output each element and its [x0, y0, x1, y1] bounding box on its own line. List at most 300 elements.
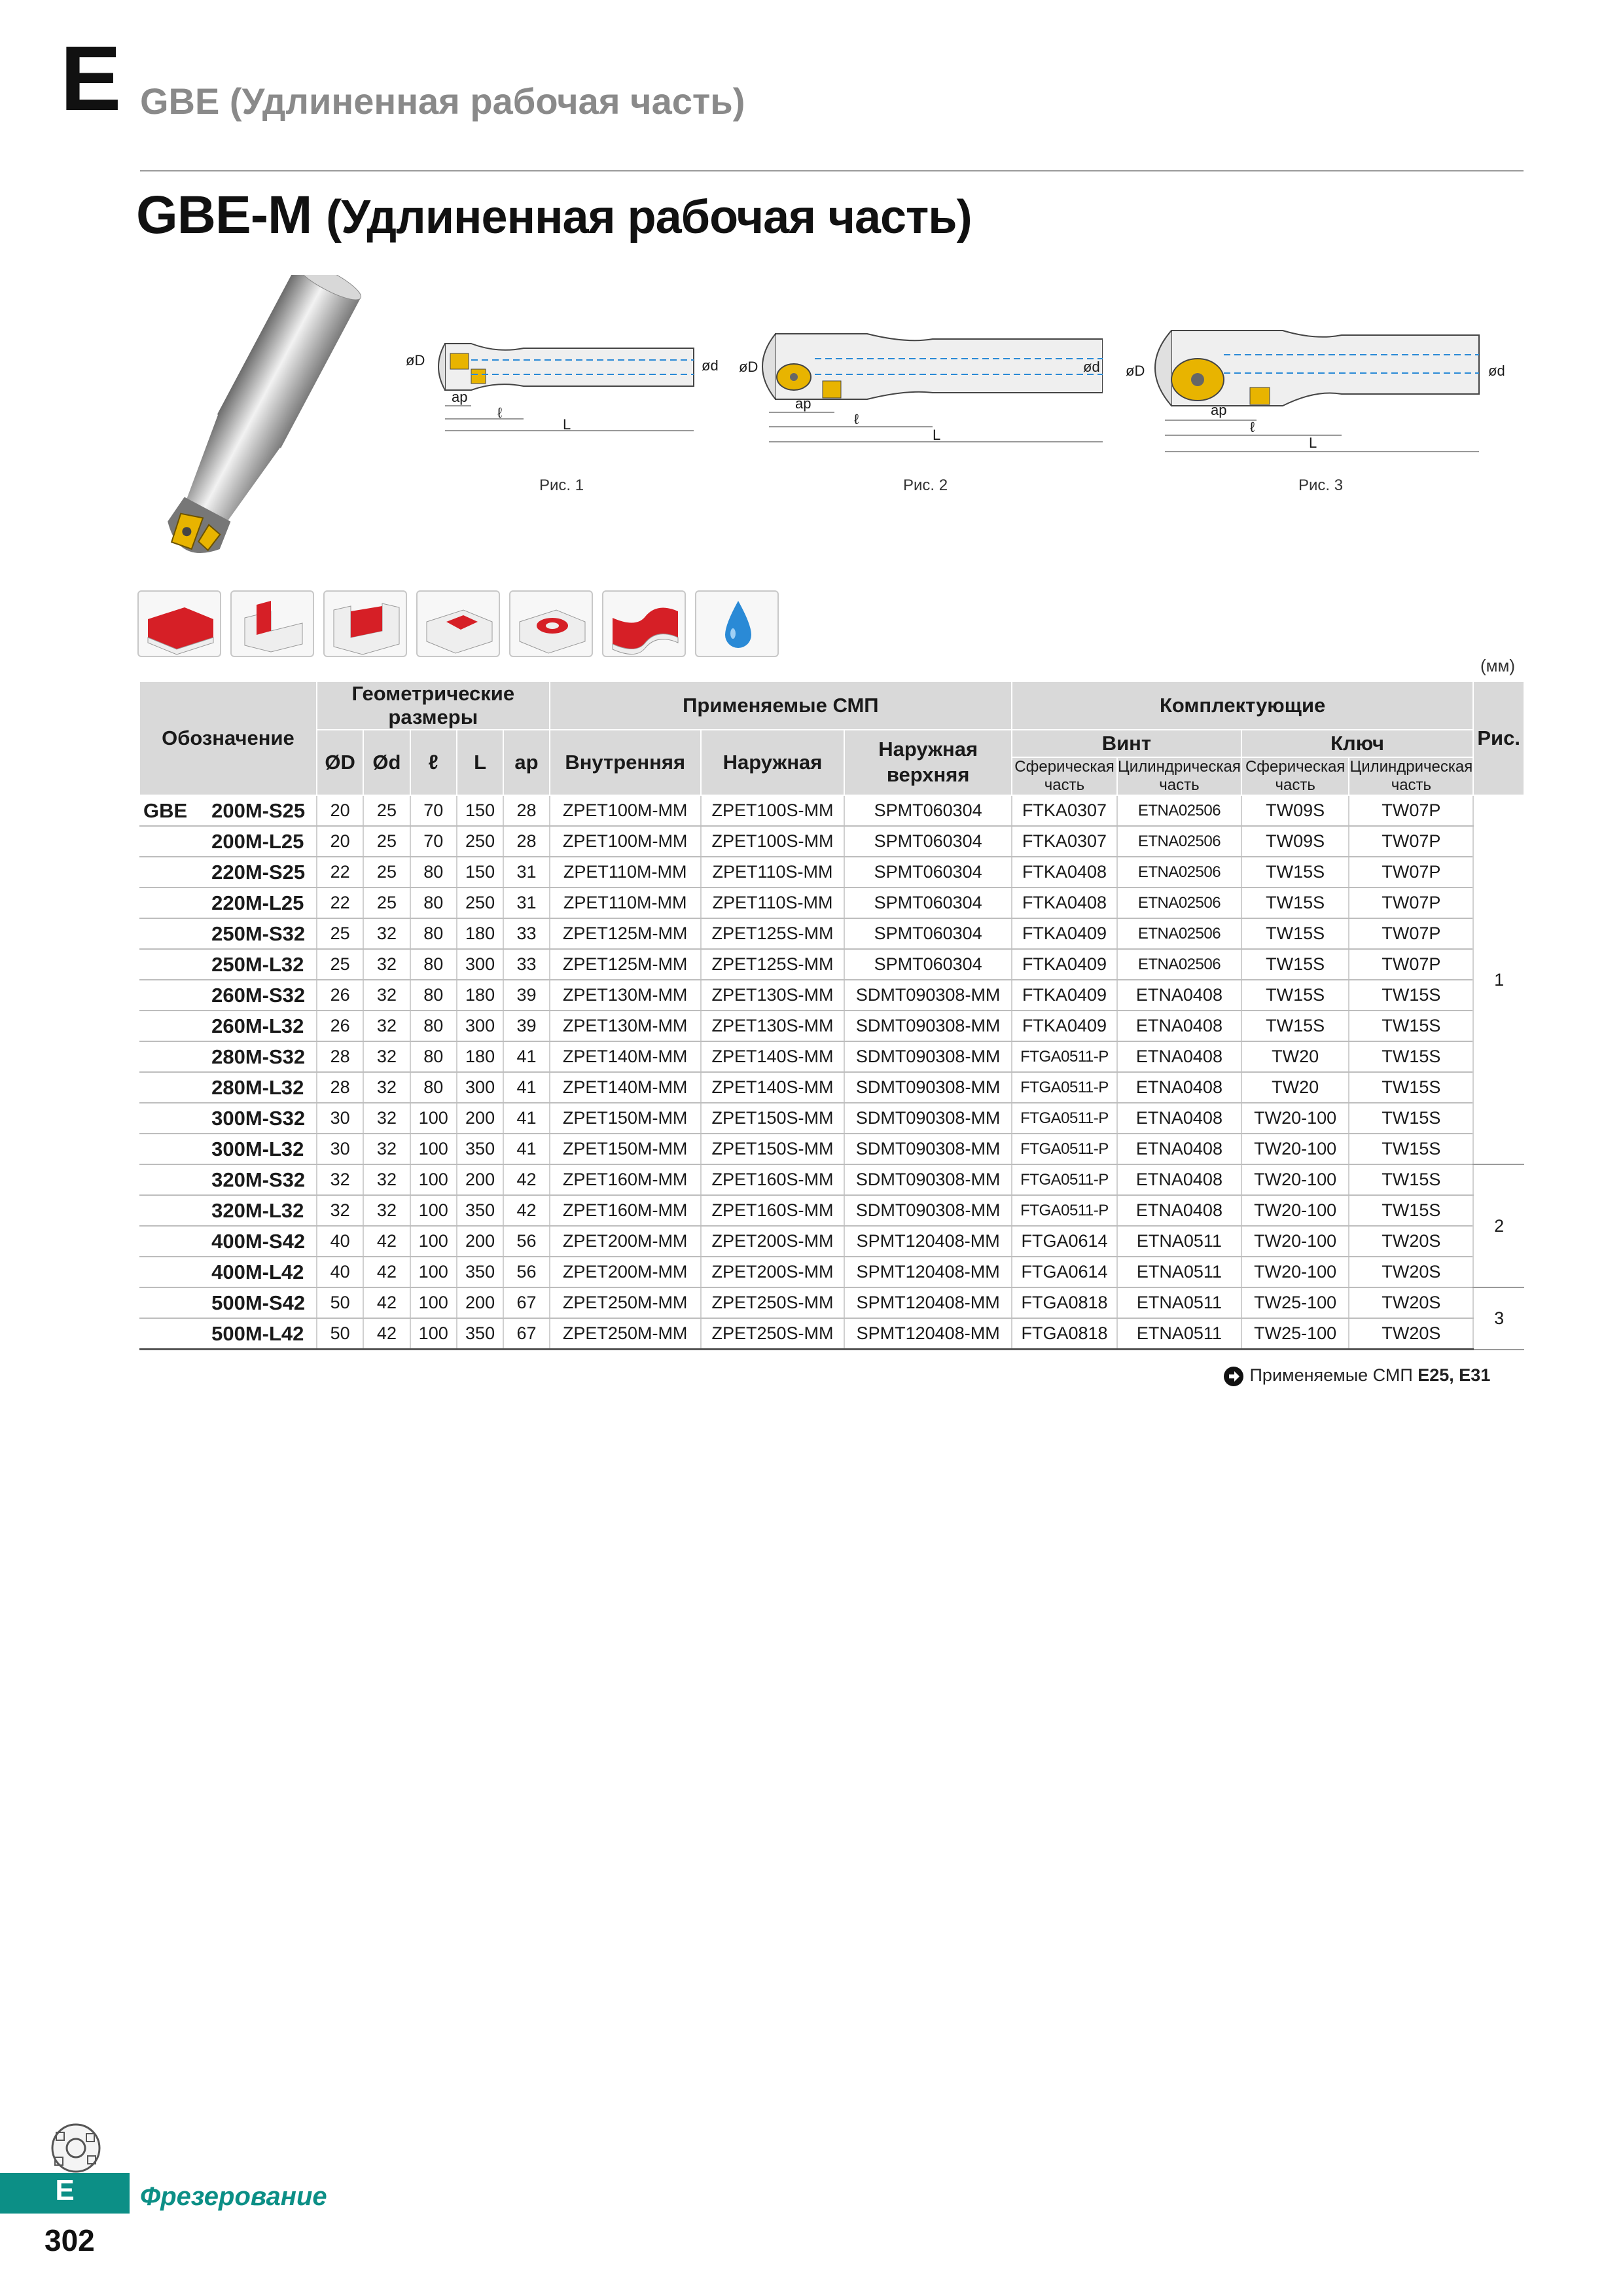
cell-inner: ZPET250M-MM: [550, 1318, 701, 1350]
cell-l: 100: [410, 1257, 457, 1287]
cell-d: 42: [363, 1226, 410, 1257]
cell-key-cyl: TW20S: [1349, 1287, 1473, 1318]
cell-outer: ZPET150S-MM: [701, 1134, 845, 1164]
cell-ap: 39: [503, 980, 550, 1011]
pocket-milling-icon: [323, 590, 407, 657]
cell-key-sph: TW15S: [1241, 918, 1349, 949]
designation-prefix: [139, 1041, 206, 1072]
cell-ap: 42: [503, 1195, 550, 1226]
title-code: GBE-M: [136, 185, 312, 245]
cell-key-sph: TW20-100: [1241, 1257, 1349, 1287]
col-accessories: Комплектующие: [1012, 681, 1473, 730]
cell-ap: 28: [503, 826, 550, 857]
cell-outer: ZPET125S-MM: [701, 918, 845, 949]
cell-ap: 42: [503, 1164, 550, 1195]
designation-code: 250M-S32: [206, 918, 317, 949]
cell-L: 200: [457, 1103, 503, 1134]
cell-outer-top: SPMT120408-MM: [844, 1257, 1012, 1287]
col-screw-spherical: Сферическая часть: [1012, 757, 1117, 795]
cell-ap: 41: [503, 1072, 550, 1103]
col-key-spherical: Сферическая часть: [1241, 757, 1349, 795]
cell-inner: ZPET125M-MM: [550, 949, 701, 980]
cell-outer: ZPET250S-MM: [701, 1318, 845, 1350]
cell-screw-cyl: ETNA0511: [1117, 1226, 1241, 1257]
cell-D: 26: [317, 1011, 364, 1041]
designation-code: 400M-S42: [206, 1226, 317, 1257]
cell-key-sph: TW20-100: [1241, 1134, 1349, 1164]
col-d: Ød: [363, 730, 410, 795]
cell-D: 20: [317, 826, 364, 857]
cell-outer-top: SPMT060304: [844, 795, 1012, 826]
unit-label: (мм): [1480, 656, 1516, 675]
cell-key-cyl: TW15S: [1349, 1041, 1473, 1072]
cell-inner: ZPET150M-MM: [550, 1103, 701, 1134]
cell-ap: 41: [503, 1134, 550, 1164]
cell-outer-top: SPMT120408-MM: [844, 1318, 1012, 1350]
cell-key-sph: TW20-100: [1241, 1195, 1349, 1226]
designation-prefix: [139, 980, 206, 1011]
cell-screw-cyl: ETNA0511: [1117, 1257, 1241, 1287]
cell-ap: 67: [503, 1287, 550, 1318]
cell-L: 180: [457, 980, 503, 1011]
designation-code: 320M-L32: [206, 1195, 317, 1226]
designation-code: 200M-L25: [206, 826, 317, 857]
cell-screw-cyl: ETNA02506: [1117, 918, 1241, 949]
cell-l: 80: [410, 857, 457, 888]
cell-L: 350: [457, 1257, 503, 1287]
cell-outer: ZPET160S-MM: [701, 1164, 845, 1195]
table-row: [139, 1041, 1524, 1072]
cell-key-sph: TW09S: [1241, 795, 1349, 826]
designation-code: 500M-S42: [206, 1287, 317, 1318]
cell-screw-sph: FTGA0511-P: [1012, 1134, 1117, 1164]
cell-screw-sph: FTGA0511-P: [1012, 1195, 1117, 1226]
table-row: [139, 1072, 1524, 1103]
table-row: [139, 1164, 1524, 1195]
cell-key-cyl: TW20S: [1349, 1226, 1473, 1257]
cell-L: 300: [457, 949, 503, 980]
cell-screw-cyl: ETNA02506: [1117, 826, 1241, 857]
cell-inner: ZPET130M-MM: [550, 1011, 701, 1041]
cell-figure-number: 2: [1473, 1164, 1524, 1287]
cell-d: 32: [363, 1011, 410, 1041]
cell-screw-cyl: ETNA0408: [1117, 1195, 1241, 1226]
cell-L: 350: [457, 1318, 503, 1350]
cell-figure-number: 3: [1473, 1287, 1524, 1350]
cell-key-cyl: TW15S: [1349, 1072, 1473, 1103]
cell-outer-top: SDMT090308-MM: [844, 1164, 1012, 1195]
cell-ap: 33: [503, 949, 550, 980]
cell-L: 250: [457, 826, 503, 857]
cell-l: 100: [410, 1103, 457, 1134]
table-row: [139, 1011, 1524, 1041]
cell-inner: ZPET130M-MM: [550, 980, 701, 1011]
table-row: [139, 795, 1524, 826]
cell-key-sph: TW15S: [1241, 1011, 1349, 1041]
cell-screw-cyl: ETNA02506: [1117, 795, 1241, 826]
table-row: [139, 918, 1524, 949]
table-row: [139, 1287, 1524, 1318]
designation-prefix: [139, 1318, 206, 1350]
cell-key-cyl: TW15S: [1349, 1164, 1473, 1195]
cell-outer-top: SDMT090308-MM: [844, 1195, 1012, 1226]
designation-prefix: [139, 1072, 206, 1103]
designation-code: 500M-L42: [206, 1318, 317, 1350]
cell-D: 50: [317, 1287, 364, 1318]
table-row: [139, 1134, 1524, 1164]
cell-screw-cyl: ETNA0408: [1117, 1164, 1241, 1195]
cell-d: 32: [363, 1134, 410, 1164]
designation-prefix: [139, 1257, 206, 1287]
cell-D: 32: [317, 1195, 364, 1226]
cell-L: 300: [457, 1072, 503, 1103]
dim-D-label: øD: [739, 359, 758, 375]
footer-category: Фрезерование: [140, 2182, 327, 2211]
cell-l: 100: [410, 1164, 457, 1195]
cell-screw-sph: FTGA0818: [1012, 1318, 1117, 1350]
cell-screw-sph: FTKA0408: [1012, 888, 1117, 918]
shoulder-milling-icon: [137, 590, 221, 657]
col-outer-top: Наружная верхняя: [844, 730, 1012, 795]
cell-inner: ZPET250M-MM: [550, 1287, 701, 1318]
cell-screw-sph: FTKA0307: [1012, 795, 1117, 826]
cell-D: 28: [317, 1072, 364, 1103]
cell-screw-sph: FTKA0408: [1012, 857, 1117, 888]
cell-key-sph: TW15S: [1241, 857, 1349, 888]
cell-key-cyl: TW07P: [1349, 857, 1473, 888]
cell-outer-top: SPMT060304: [844, 949, 1012, 980]
cell-outer-top: SPMT060304: [844, 826, 1012, 857]
cell-inner: ZPET200M-MM: [550, 1257, 701, 1287]
cell-ap: 67: [503, 1318, 550, 1350]
ramping-icon: [416, 590, 500, 657]
cell-screw-sph: FTGA0614: [1012, 1226, 1117, 1257]
reference-pages: E25, E31: [1418, 1365, 1491, 1386]
cell-key-cyl: TW07P: [1349, 795, 1473, 826]
cell-ap: 39: [503, 1011, 550, 1041]
cell-D: 22: [317, 888, 364, 918]
cell-ap: 31: [503, 888, 550, 918]
cell-l: 100: [410, 1287, 457, 1318]
cell-d: 25: [363, 857, 410, 888]
cell-key-cyl: TW15S: [1349, 980, 1473, 1011]
cell-outer: ZPET160S-MM: [701, 1195, 845, 1226]
cell-inner: ZPET160M-MM: [550, 1164, 701, 1195]
cell-screw-cyl: ETNA0408: [1117, 980, 1241, 1011]
arrow-right-circle-icon: [1222, 1365, 1245, 1388]
designation-code: 300M-S32: [206, 1103, 317, 1134]
figure-1-caption: Рис. 1: [539, 476, 584, 494]
cell-d: 42: [363, 1257, 410, 1287]
cell-outer-top: SDMT090308-MM: [844, 1041, 1012, 1072]
cell-d: 25: [363, 826, 410, 857]
cell-inner: ZPET200M-MM: [550, 1226, 701, 1257]
cell-screw-cyl: ETNA02506: [1117, 888, 1241, 918]
cell-L: 180: [457, 1041, 503, 1072]
title-description: (Удлиненная рабочая часть): [326, 191, 972, 243]
cell-outer: ZPET130S-MM: [701, 980, 845, 1011]
dim-ap-label: ap: [1211, 402, 1227, 418]
cell-key-cyl: TW07P: [1349, 826, 1473, 857]
cell-outer: ZPET200S-MM: [701, 1226, 845, 1257]
table-row: [139, 1103, 1524, 1134]
designation-prefix: [139, 918, 206, 949]
cell-key-cyl: TW15S: [1349, 1134, 1473, 1164]
cell-inner: ZPET150M-MM: [550, 1134, 701, 1164]
table-row: [139, 1226, 1524, 1257]
cell-key-sph: TW15S: [1241, 980, 1349, 1011]
cell-key-cyl: TW07P: [1349, 888, 1473, 918]
cell-screw-cyl: ETNA0408: [1117, 1011, 1241, 1041]
designation-code: 300M-L32: [206, 1134, 317, 1164]
table-row: [139, 888, 1524, 918]
table-row: [139, 826, 1524, 857]
cell-D: 25: [317, 918, 364, 949]
figure-1-drawing: [406, 321, 719, 452]
designation-prefix: [139, 1195, 206, 1226]
cell-outer-top: SPMT060304: [844, 857, 1012, 888]
designation-code: 320M-S32: [206, 1164, 317, 1195]
cell-outer: ZPET100S-MM: [701, 826, 845, 857]
figure-2-drawing: [736, 314, 1103, 471]
cell-L: 150: [457, 795, 503, 826]
cell-screw-sph: FTGA0818: [1012, 1287, 1117, 1318]
table-row: [139, 1195, 1524, 1226]
cell-outer-top: SDMT090308-MM: [844, 1103, 1012, 1134]
designation-code: 220M-L25: [206, 888, 317, 918]
cell-ap: 28: [503, 795, 550, 826]
cell-screw-cyl: ETNA0408: [1117, 1041, 1241, 1072]
cell-outer: ZPET125S-MM: [701, 949, 845, 980]
cell-outer: ZPET110S-MM: [701, 857, 845, 888]
cell-L: 350: [457, 1134, 503, 1164]
cell-outer-top: SPMT120408-MM: [844, 1287, 1012, 1318]
cell-key-sph: TW15S: [1241, 888, 1349, 918]
col-ap: ap: [503, 730, 550, 795]
cell-ap: 33: [503, 918, 550, 949]
cell-l: 100: [410, 1134, 457, 1164]
cell-D: 26: [317, 980, 364, 1011]
cell-d: 25: [363, 795, 410, 826]
designation-prefix: [139, 1134, 206, 1164]
cell-D: 30: [317, 1134, 364, 1164]
table-row: [139, 1257, 1524, 1287]
cell-d: 25: [363, 888, 410, 918]
page-title: [136, 185, 972, 246]
cell-key-cyl: TW15S: [1349, 1195, 1473, 1226]
cell-ap: 41: [503, 1103, 550, 1134]
dim-l-label: ℓ: [497, 404, 503, 421]
spec-table: [139, 681, 1525, 1350]
figure-2-caption: Рис. 2: [903, 476, 948, 494]
slot-milling-icon: [230, 590, 314, 657]
designation-code: 200M-S25: [206, 795, 317, 826]
cell-screw-cyl: ETNA0511: [1117, 1287, 1241, 1318]
col-geometry: Геометрические размеры: [317, 681, 550, 730]
cell-key-sph: TW20-100: [1241, 1164, 1349, 1195]
col-L: L: [457, 730, 503, 795]
cell-key-sph: TW20-100: [1241, 1103, 1349, 1134]
cell-screw-sph: FTKA0409: [1012, 918, 1117, 949]
cell-outer-top: SPMT060304: [844, 888, 1012, 918]
cell-figure-number: 1: [1473, 795, 1524, 1164]
cell-d: 42: [363, 1318, 410, 1350]
designation-prefix: [139, 857, 206, 888]
cell-screw-cyl: ETNA02506: [1117, 949, 1241, 980]
cell-key-sph: TW09S: [1241, 826, 1349, 857]
cell-d: 42: [363, 1287, 410, 1318]
cell-D: 40: [317, 1226, 364, 1257]
cell-d: 32: [363, 1195, 410, 1226]
cell-L: 200: [457, 1226, 503, 1257]
section-title: GBE (Удлиненная рабочая часть): [140, 81, 745, 122]
dim-L-label: L: [933, 427, 941, 443]
dim-L-label: L: [563, 416, 571, 433]
col-designation: Обозначение: [139, 681, 317, 795]
cell-d: 32: [363, 1072, 410, 1103]
cell-ap: 56: [503, 1257, 550, 1287]
table-row: [139, 980, 1524, 1011]
cell-L: 200: [457, 1287, 503, 1318]
designation-code: 400M-L42: [206, 1257, 317, 1287]
cell-key-sph: TW20-100: [1241, 1226, 1349, 1257]
cell-D: 32: [317, 1164, 364, 1195]
cell-screw-cyl: ETNA0408: [1117, 1103, 1241, 1134]
cell-l: 80: [410, 949, 457, 980]
cell-screw-sph: FTGA0614: [1012, 1257, 1117, 1287]
cell-d: 32: [363, 980, 410, 1011]
plunging-icon: [509, 590, 593, 657]
reference-label: Применяемые СМП: [1249, 1365, 1413, 1386]
col-screw: Винт: [1012, 730, 1241, 757]
cell-d: 32: [363, 1103, 410, 1134]
cell-screw-sph: FTGA0511-P: [1012, 1041, 1117, 1072]
designation-prefix: [139, 1103, 206, 1134]
designation-prefix: [139, 1287, 206, 1318]
cell-screw-cyl: ETNA0408: [1117, 1134, 1241, 1164]
tool-photo: [131, 275, 406, 563]
section-letter: E: [60, 27, 122, 130]
cell-outer: ZPET140S-MM: [701, 1072, 845, 1103]
dim-D-label: øD: [1126, 363, 1145, 379]
cell-outer: ZPET140S-MM: [701, 1041, 845, 1072]
cell-outer: ZPET100S-MM: [701, 795, 845, 826]
cell-L: 250: [457, 888, 503, 918]
cell-inner: ZPET100M-MM: [550, 795, 701, 826]
designation-code: 220M-S25: [206, 857, 317, 888]
col-figure: Рис.: [1473, 681, 1524, 795]
insert-reference[interactable]: [1222, 1365, 1490, 1388]
designation-code: 250M-L32: [206, 949, 317, 980]
cell-key-cyl: TW15S: [1349, 1103, 1473, 1134]
col-inserts: Применяемые СМП: [550, 681, 1012, 730]
cell-key-sph: TW25-100: [1241, 1287, 1349, 1318]
table-row: [139, 857, 1524, 888]
col-l: ℓ: [410, 730, 457, 795]
col-screw-cylindrical: Цилиндрическая часть: [1118, 758, 1241, 794]
cell-D: 50: [317, 1318, 364, 1350]
cell-l: 100: [410, 1226, 457, 1257]
dim-L-label: L: [1309, 435, 1317, 451]
cell-outer: ZPET150S-MM: [701, 1103, 845, 1134]
cell-screw-sph: FTKA0409: [1012, 949, 1117, 980]
cell-l: 70: [410, 795, 457, 826]
cell-D: 40: [317, 1257, 364, 1287]
cell-screw-sph: FTGA0511-P: [1012, 1103, 1117, 1134]
cell-L: 350: [457, 1195, 503, 1226]
cell-inner: ZPET140M-MM: [550, 1041, 701, 1072]
cell-D: 28: [317, 1041, 364, 1072]
cell-ap: 41: [503, 1041, 550, 1072]
table-row: [139, 1318, 1524, 1350]
cell-key-cyl: TW07P: [1349, 949, 1473, 980]
cell-outer-top: SPMT120408-MM: [844, 1226, 1012, 1257]
cell-outer-top: SPMT060304: [844, 918, 1012, 949]
dim-ap-label: ap: [795, 395, 812, 412]
cell-l: 70: [410, 826, 457, 857]
cell-D: 22: [317, 857, 364, 888]
cell-outer: ZPET130S-MM: [701, 1011, 845, 1041]
page-number: 302: [45, 2223, 95, 2257]
cell-L: 200: [457, 1164, 503, 1195]
designation-prefix: [139, 1226, 206, 1257]
cell-outer-top: SDMT090308-MM: [844, 1134, 1012, 1164]
copy-milling-icon: [602, 590, 686, 657]
cell-screw-sph: FTKA0409: [1012, 980, 1117, 1011]
cell-l: 100: [410, 1195, 457, 1226]
cell-outer: ZPET250S-MM: [701, 1287, 845, 1318]
figure-3-drawing: [1113, 314, 1531, 478]
dim-d-label: ød: [702, 357, 719, 374]
cell-screw-cyl: ETNA02506: [1117, 857, 1241, 888]
cell-screw-sph: FTGA0511-P: [1012, 1072, 1117, 1103]
designation-prefix: [139, 826, 206, 857]
cell-inner: ZPET160M-MM: [550, 1195, 701, 1226]
cell-L: 150: [457, 857, 503, 888]
cell-ap: 31: [503, 857, 550, 888]
cell-inner: ZPET100M-MM: [550, 826, 701, 857]
cell-screw-sph: FTGA0511-P: [1012, 1164, 1117, 1195]
cell-key-cyl: TW20S: [1349, 1257, 1473, 1287]
cell-inner: ZPET125M-MM: [550, 918, 701, 949]
header-divider: [140, 170, 1524, 171]
cell-inner: ZPET110M-MM: [550, 888, 701, 918]
cell-D: 30: [317, 1103, 364, 1134]
designation-code: 280M-L32: [206, 1072, 317, 1103]
dim-D-label: øD: [406, 352, 425, 368]
designation-code: 260M-S32: [206, 980, 317, 1011]
designation-prefix: [139, 949, 206, 980]
cell-inner: ZPET140M-MM: [550, 1072, 701, 1103]
designation-code: 280M-S32: [206, 1041, 317, 1072]
cell-l: 100: [410, 1318, 457, 1350]
dim-l-label: ℓ: [854, 411, 859, 427]
dim-d-label: ød: [1083, 359, 1100, 375]
cell-outer: ZPET200S-MM: [701, 1257, 845, 1287]
cell-L: 180: [457, 918, 503, 949]
col-D: ØD: [317, 730, 364, 795]
cell-screw-sph: FTKA0307: [1012, 826, 1117, 857]
milling-cutter-icon: [39, 2119, 113, 2174]
cell-key-cyl: TW20S: [1349, 1318, 1473, 1350]
designation-prefix: [139, 1164, 206, 1195]
designation-prefix: [139, 1011, 206, 1041]
col-outer: Наружная: [701, 730, 845, 795]
cell-D: 20: [317, 795, 364, 826]
cell-l: 80: [410, 1041, 457, 1072]
cell-inner: ZPET110M-MM: [550, 857, 701, 888]
cell-key-sph: TW25-100: [1241, 1318, 1349, 1350]
